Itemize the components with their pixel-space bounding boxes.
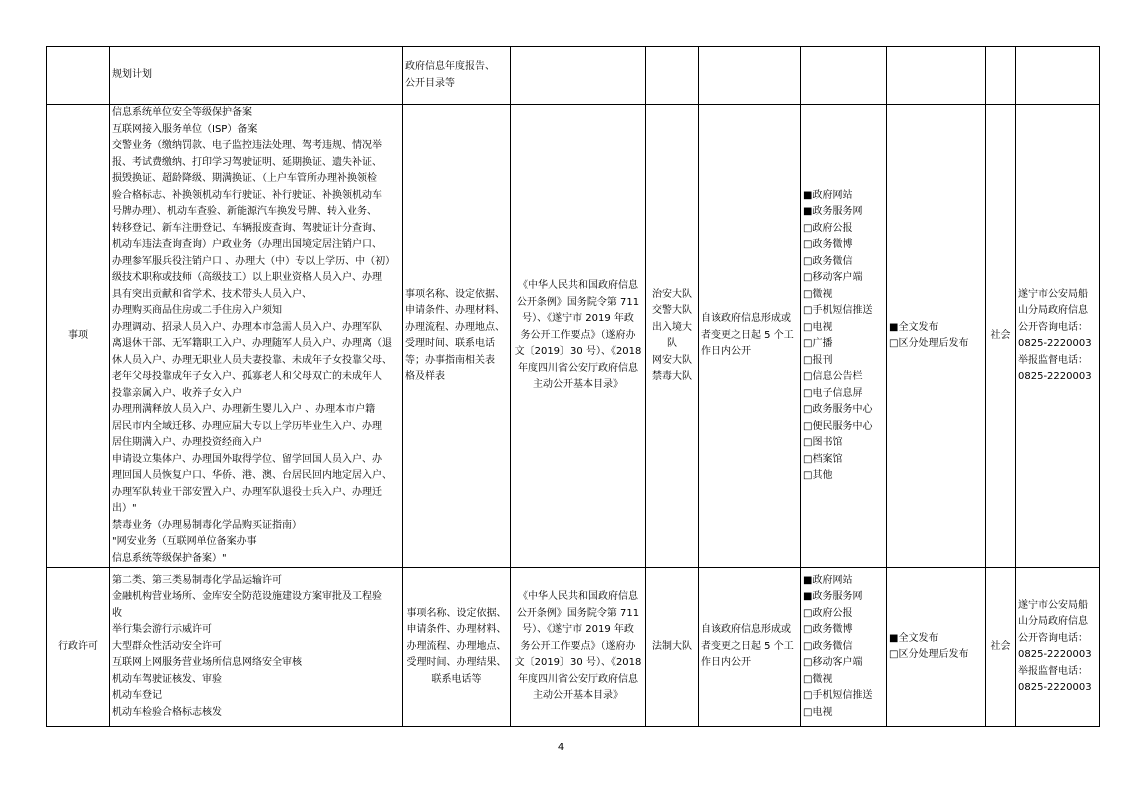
cell-line: 队 (667, 338, 677, 349)
cell-line: "网安业务（互联网单位备案办事 (112, 536, 257, 547)
cell-line: 申请条件、办理材料、 (406, 624, 507, 636)
cell-line: □信息公告栏 (803, 371, 863, 382)
cell-line: 受理时间、办理结果、 (406, 657, 507, 669)
cell-line: 作日内公开 (701, 346, 751, 358)
cell-line: ■政府网站 (803, 189, 853, 201)
cell-line: 公开咨询电话： (1018, 632, 1088, 644)
cell-line: 山分局政府信息 (1018, 305, 1088, 316)
cell-line: ■全文发布 (889, 321, 939, 333)
channels-cell (801, 47, 887, 105)
cell-line: 出入境大 (652, 321, 692, 333)
cell-line: 老年父母投靠成年子女入户、孤寡老人和父母双亡的未成年人 (112, 371, 382, 382)
cell-line: 等；办事指南相关表 (405, 354, 495, 366)
cell-line: □其他 (803, 470, 833, 481)
cell-line: ■政务服务网 (803, 206, 863, 217)
cell-line: 报、考试费缴纳、打印学习驾驶证明、延期换证、遗失补证、 (112, 156, 382, 168)
cell-line: 务公开工作要点》（遂府办 (520, 640, 636, 652)
cell-line: 转移登记、新车注册登记、车辆报废查询、驾驶证计分查询、 (112, 222, 382, 234)
cell-line: 居民市内全域迁移、办理应届大专以上学历毕业生入户、办理 (112, 420, 382, 432)
cell-line: 治安大队 (652, 288, 692, 300)
cell-line: 0825-2220003 (1018, 371, 1092, 382)
cell-line: □移动客户端 (803, 657, 863, 669)
cell-line: □区分处理后发布 (889, 649, 969, 660)
cell-line: 理回国人员恢复户口、华侨、港、澳、台居民回内地定居入户、 (112, 470, 392, 481)
cell-line: 0825-2220003 (1018, 338, 1092, 349)
cell-line: 者变更之日起 5 个工 (701, 329, 794, 341)
cell-line: 0825-2220003 (1018, 649, 1092, 660)
time-limit-cell (699, 105, 801, 568)
items-cell (110, 47, 403, 105)
cell-line: 政府信息年度报告、 (405, 61, 495, 72)
time-limit-cell (699, 568, 801, 727)
cell-line: 出）" (112, 503, 137, 514)
cell-line: 号）、《遂宁市 2019 年政 (522, 624, 634, 636)
disclosure-table (46, 46, 1100, 727)
cell-line: 交警业务（缴纳罚款、电子监控违法处理、驾考违规、情况举 (112, 140, 382, 151)
cell-line: □档案馆 (803, 453, 843, 465)
cell-line: 自该政府信息形成或 (701, 313, 791, 325)
category-cell (47, 47, 110, 105)
cell-line: 受理时间、联系电话 (405, 338, 495, 349)
cell-line: 公开条例》国务院令第 711 (516, 607, 640, 619)
category-cell: 事项 (47, 105, 110, 568)
cell-line: 号）、《遂宁市 2019 年政 (522, 313, 634, 325)
cell-line: □手机短信推送 (803, 690, 873, 702)
cell-line: □电视 (803, 706, 833, 718)
cell-line: □政务微博 (803, 624, 853, 636)
cell-line: □电视 (803, 321, 833, 333)
cell-line: 法制大队 (652, 640, 692, 652)
cell-line: 号牌办理）、机动车查验、新能源汽车换发号牌、转入业务、 (112, 206, 377, 217)
cell-line: 办理参军服兵役注销户口 、办理大（中）专以上学历、中（初） (112, 255, 396, 267)
cell-line: ■政务服务网 (803, 591, 863, 603)
category-cell: 行政许可 (47, 568, 110, 727)
cell-line: 具有突出贡献和省学术、技术带头人员入户、 (112, 288, 312, 300)
table-body (47, 47, 1100, 727)
cell-line: 联系电话等 (431, 673, 482, 685)
contact-cell (1016, 568, 1100, 727)
cell-line: 山分局政府信息 (1018, 616, 1088, 627)
cell-line: □便民服务中心 (803, 420, 873, 432)
cell-line: 申请设立集体户、办理国外取得学位、留学回国人员入户、办 (112, 453, 382, 465)
cell-line: 验合格标志、补换领机动车行驶证、补行驶证、补换领机动车 (112, 189, 382, 201)
content-cell (403, 47, 511, 105)
cell-line: □政府公报 (803, 607, 853, 619)
cell-line: 者变更之日起 5 个工 (701, 640, 794, 652)
cell-line: 禁毒大队 (652, 371, 692, 382)
cell-line: 0825-2220003 (1018, 682, 1092, 693)
cell-line: 年度四川省公安厅政府信息 (518, 673, 638, 685)
method-cell (887, 568, 986, 727)
cell-line: 离退休干部、无军籍职工入户、办理随军人员入户、办理离（退 (112, 338, 392, 349)
cell-line: ■政府网站 (803, 574, 853, 586)
cell-line: □政务微博 (803, 239, 853, 250)
method-cell (887, 47, 986, 105)
basis-cell (511, 105, 646, 568)
cell-line: 事项名称、设定依据、 (406, 607, 507, 619)
basis-cell (511, 47, 646, 105)
subject-cell (646, 105, 699, 568)
table-row (47, 105, 1100, 568)
cell-line: □政务微信 (803, 640, 853, 652)
cell-line: 信息系统单位安全等级保护备案 (112, 107, 252, 118)
target-cell: 社会 (986, 105, 1016, 568)
page-number: 4 (557, 742, 565, 753)
cell-line: 事项名称、设定依据、 (405, 288, 505, 300)
cell-line: 公开咨询电话： (1018, 321, 1088, 333)
cell-line: 办理流程、办理地点、 (406, 640, 507, 652)
cell-line: 格及样表 (405, 371, 445, 382)
table-row (47, 568, 1100, 727)
cell-line: □政务服务中心 (803, 404, 873, 415)
cell-line: 互联网上网服务营业场所信息网络安全审核 (112, 657, 302, 669)
cell-line: 居住期满入户、办理投资经商入户 (112, 437, 262, 448)
contact-cell (1016, 47, 1100, 105)
cell-line: 举报监督电话： (1018, 665, 1088, 677)
cell-line: 办理刑满释放人员入户、办理新生婴儿入户 、办理本市户籍 (112, 404, 376, 415)
cell-line: 主动公开基本目录》 (533, 690, 623, 702)
basis-cell (511, 568, 646, 727)
cell-line: 休人员入户、办理无职业人员夫妻投靠、未成年子女投靠父母、 (112, 354, 392, 366)
cell-line: 举行集会游行示威许可 (112, 624, 212, 636)
subject-cell (646, 568, 699, 727)
cell-line: 公开条例》国务院令第 711 (516, 296, 640, 308)
cell-line: ■全文发布 (889, 632, 939, 644)
cell-line: 规划计划 (112, 69, 152, 81)
items-cell (110, 105, 403, 568)
cell-line: 机动车驾驶证核发、审验 (112, 673, 222, 685)
cell-line: 作日内公开 (701, 657, 751, 669)
target-cell: 社会 (986, 568, 1016, 727)
cell-line: 机动车登记 (112, 690, 162, 702)
method-cell (887, 105, 986, 568)
cell-line: 第二类、第三类易制毒化学品运输许可 (112, 574, 282, 586)
cell-line: 文〔2019〕30 号）、《2018 (514, 346, 642, 358)
cell-line: 网安大队 (652, 354, 692, 366)
cell-line: □微视 (803, 673, 833, 685)
channels-cell (801, 105, 887, 568)
cell-line: 大型群众性活动安全许可 (112, 640, 222, 652)
cell-line: □电子信息屏 (803, 387, 863, 399)
cell-line: 遂宁市公安局船 (1018, 288, 1088, 300)
cell-line: 《中华人民共和国政府信息 (518, 280, 638, 292)
target-cell (986, 47, 1016, 105)
cell-line: 办理流程、办理地点、 (405, 321, 505, 333)
cell-line: □政府公报 (803, 222, 853, 234)
content-cell (403, 105, 511, 568)
cell-line: □图书馆 (803, 437, 843, 448)
cell-line: □报刊 (803, 354, 833, 366)
items-cell (110, 568, 403, 727)
subject-cell (646, 47, 699, 105)
cell-line: 级技术职称或技师（高级技工）以上职业资格人员入户、办理 (112, 272, 382, 283)
cell-line: 机动车检验合格标志核发 (112, 706, 222, 718)
cell-line: 禁毒业务（办理易制毒化学品购买证指南） (112, 519, 302, 531)
cell-line: 务公开工作要点》（遂府办 (520, 329, 636, 341)
cell-line: 收 (112, 607, 122, 619)
cell-line: 机动车违法查询查询）户政业务（办理出国境定居注销户口、 (112, 239, 382, 250)
cell-line: 自该政府信息形成或 (701, 624, 791, 636)
cell-line: □微视 (803, 288, 833, 300)
cell-line: □政务微信 (803, 255, 853, 267)
cell-line: 交警大队 (652, 305, 692, 316)
cell-line: 办理购买商品住房或二手住房入户须知 (112, 305, 282, 316)
channels-cell (801, 568, 887, 727)
content-cell (403, 568, 511, 727)
cell-line: 互联网接入服务单位（ISP）备案 (112, 123, 258, 135)
contact-cell (1016, 105, 1100, 568)
cell-line: 损毁换证、超龄降级、期满换证、（上户车管所办理补换领检 (112, 173, 377, 184)
cell-line: 办理调动、招录人员入户、办理本市急需人员入户、办理军队 (112, 321, 382, 333)
cell-line: 公开目录等 (405, 77, 455, 89)
cell-line: 金融机构营业场所、金库安全防范设施建设方案审批及工程验 (112, 591, 382, 603)
cell-line: 办理军队转业干部安置入户、办理军队退役士兵入户、办理迁 (112, 486, 382, 498)
time-limit-cell (699, 47, 801, 105)
cell-line: 年度四川省公安厅政府信息 (518, 362, 638, 374)
cell-line: 主动公开基本目录》 (533, 379, 623, 391)
cell-line: 举报监督电话： (1018, 354, 1088, 366)
cell-line: 文〔2019〕30 号）、《2018 (514, 657, 642, 669)
cell-line: □手机短信推送 (803, 305, 873, 316)
cell-line: 信息系统等级保护备案）" (112, 552, 227, 564)
cell-line: 投靠亲属入户、收养子女入户 (112, 387, 242, 399)
cell-line: 申请条件、办理材料、 (405, 305, 505, 316)
cell-line: □移动客户端 (803, 272, 863, 283)
cell-line: □区分处理后发布 (889, 338, 969, 349)
cell-line: □广播 (803, 338, 833, 349)
table-row (47, 47, 1100, 105)
cell-line: 《中华人民共和国政府信息 (518, 591, 638, 603)
cell-line: 遂宁市公安局船 (1018, 599, 1088, 611)
